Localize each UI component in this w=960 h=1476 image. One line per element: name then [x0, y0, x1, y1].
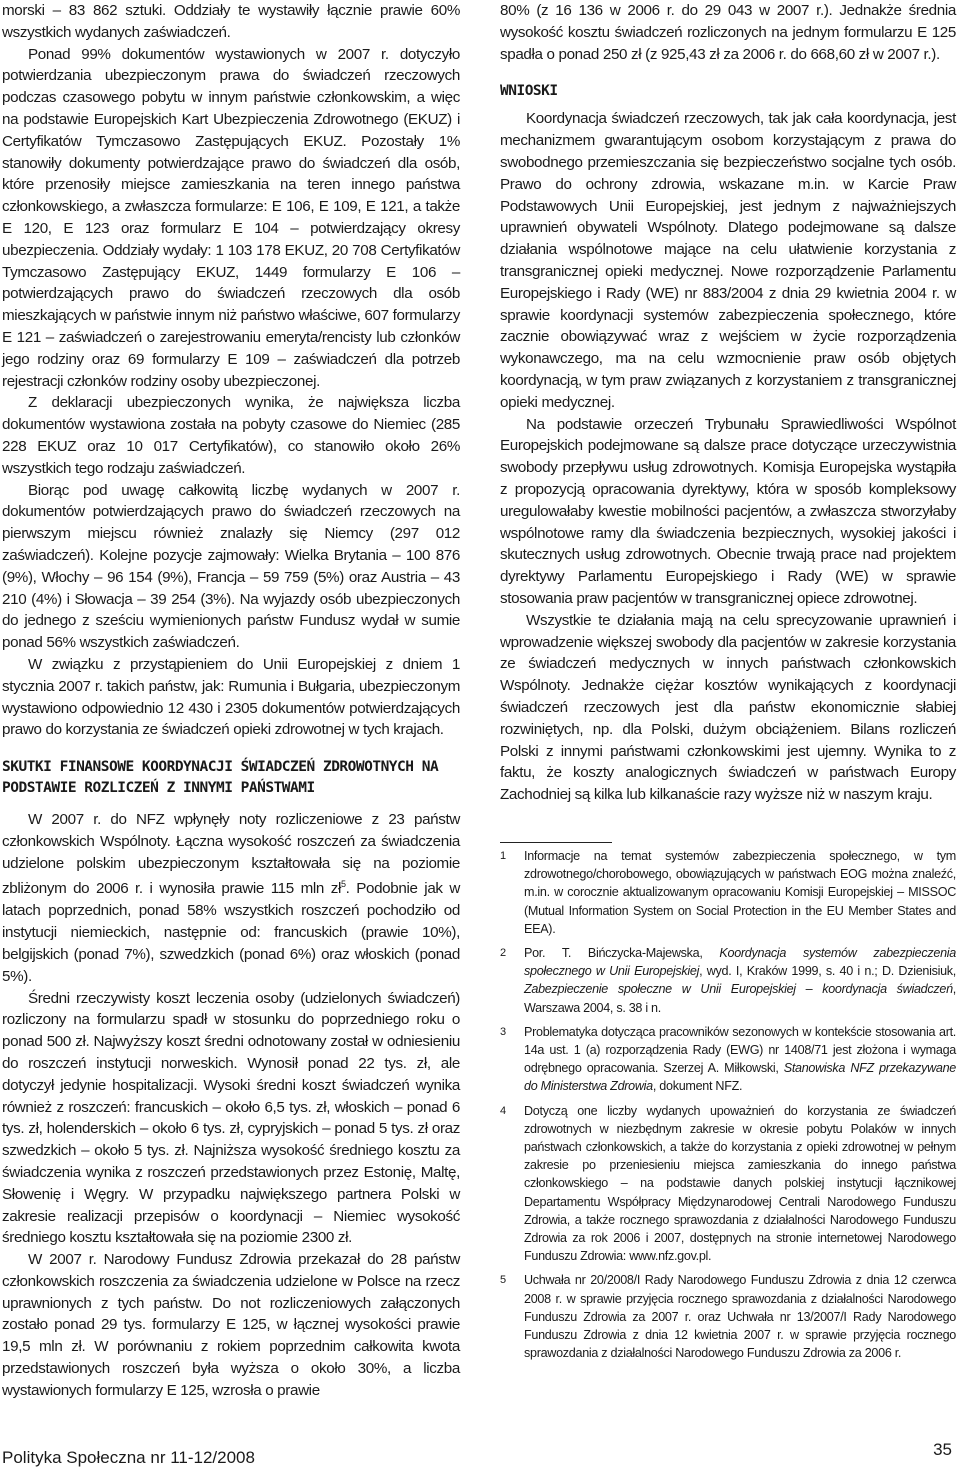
footnote [500, 847, 956, 938]
footnote-text-part: , dokument NFZ. [652, 1079, 743, 1094]
footnote-number: 1 [500, 849, 506, 862]
paragraph: Biorąc pod uwagę całkowitą liczbę wydanych w 2007 r. dokumentów potwierdzających prawo do świadczeń rzeczowych na pierwszym miejscu również znalazły się Niemcy (297 012 zaświadczeń). Kolejne pozycje zajmowały: Wielka Brytania – 100 876 (9%), Włochy – 96 154 (9%), Francja – 59 759 (5%) oraz Austria – 43 210 (4%) i Słowacja – 39 254 (3%). Na wyjazdy osób ubezpieczonych do jednego z sześciu wymienionych państw Fundusz wydał w sumie ponad 56% wszystkich zaświadczeń. [2, 481, 460, 652]
paragraph [2, 809, 460, 987]
footnote-number: 3 [500, 1025, 506, 1038]
footnote-number: 2 [500, 946, 506, 959]
paragraph-text: W 2007 r. do NFZ wpłynęły noty rozliczeniowe z 23 państw członkowskich Wspólnoty. Łączna wysokość roszczeń za świadczenia udzielone polskim ubezpieczonym kształtowała się na poziomie zbliżonym do 2006 r. i wynosiła prawie 115 mln zł [2, 811, 460, 898]
footnote-ref: 5 [340, 879, 346, 890]
page-number: 35 [933, 1440, 952, 1459]
footnote-text-part: , wyd. I, Kraków 1999, s. 40 i n.; D. Dzienisiuk, [699, 964, 956, 979]
paragraph: Koordynacja świadczeń rzeczowych, tak jak cała koordynacja, jest mechanizmem gwarantującym osobom korzystającym z prawa do swobodnego przemieszczania się bezpieczeństwo socjalne tych osób. Prawo do ochrony zdrowia, wskazane m.in. w Karcie Praw Podstawowych Unii Europejskiej, jest jednym z najważniejszych uprawnień obywateli Wspólnoty. Dlatego podejmowane są dalsze działania wspólnotowe mające na celu ułatwienie korzystania z transgranicznej opieki medycznej. Nowe rozporządzenie Parlamentu Europejskiego i Rady (WE) nr 883/2004 z dnia 29 kwietnia 2004 r. w sprawie koordynacji systemów zabezpieczenia społecznego, które zacznie obowiązywać wraz z wejściem w życie rozporządzenia wykonawczego, ma na celu wzmocnienie praw osób objętych koordynacją, w tym praw związanych z korzystaniem z transgranicznej opieki medycznej. [500, 110, 956, 411]
footnote-number: 5 [500, 1274, 506, 1287]
paragraph-text: . Podobnie jak w latach poprzednich, ponad 58% wszystkich roszczeń pochodziło od instytucji niemieckich, następnie od: francuskich (prawie 10%), belgijskich (ponad 7%), szwedzkich (ponad 6%) oraz włoskich (ponad 5%). [2, 880, 460, 985]
footnote [500, 944, 956, 1017]
footnote-text: Informacje na temat systemów zabezpieczenia społecznego, w tym zdrowotnego/chorobowego, obowiązujących w państwach EOG można znaleźć, m.in. w corocznie aktualizowanym opracowaniu Komisji Europejskiej – MISSOC (Mutual Information System on Social Protection in the EU Member States and EEA). [524, 848, 956, 936]
footnote-text: Dotyczą one liczby wydanych upoważnień do korzystania ze świadczeń zdrowotnych w niezbędnym zakresie w okresie pobytu Polaków w innych państwach członkowskich, a także do korzystania z opieki zdrowotnej w pełnym zakresie po przeniesieniu miejsca zamieszkania do innego państwa członkowskiego – na podstawie danych polskiej instytucji łącznikowej Departamentu Współpracy Międzynarodowej Centrali Narodowego Funduszu Zdrowia, a także rocznego sprawozdania z działalności Narodowego Funduszu Zdrowia za rok 2006 i 2007, dostępnych na stronie internetowej Narodowego Funduszu Zdrowia: www.nfz.gov.pl. [524, 1103, 956, 1264]
paragraph: Ponad 99% dokumentów wystawionych w 2007 r. dotyczyło potwierdzania ubezpieczonym prawa do świadczeń rzeczowych podczas czasowego pobytu w innym państwie członkowskim, a więc na podstawie Europejskich Kart Ubezpieczenia Zdrowotnego (EKUZ) i Certyfikatów Tymczasowo Zastępujących EKUZ. Pozostały 1% stanowiły dokumenty potwierdzające prawo do świadczeń dla osób, które przenosiły miejsce zamieszkania na teren innego państwa członkowskiego, a zwłaszcza formularze: E 106, E 109, E 121, a także E 120, E 123 oraz formularz E 104 – potwierdzający okresy ubezpieczenia. Oddziały wydały: 1 103 178 EKUZ, 20 708 Certyfikatów Tymczasowo Zastępujący EKUZ, 1449 formularzy E 106 – potwierdzających prawo do świadczeń rzeczowych dla osób mieszkających w państwie innym niż państwo właściwe, 607 formularzy E 121 – zaświadczeń o zarejestrowaniu emeryta/rencisty lub członków jego rodziny oraz 69 formularzy E 109 – zaświadczeń dla potrzeb rejestracji członków rodziny osoby ubezpieczonej. [2, 45, 460, 390]
section-heading: WNIOSKI [500, 83, 558, 100]
footnote-text [524, 944, 956, 1017]
footnote [500, 1023, 956, 1096]
paragraph: Z deklaracji ubezpieczonych wynika, że największa liczba dokumentów wystawiona została na pobyty czasowe do Niemiec (285 228 EKUZ oraz 10 017 Certyfikatów), co stanowiło około 26% wszystkich tego rodzaju zaświadczeń. [2, 394, 460, 477]
footnote-number: 4 [500, 1104, 506, 1117]
footnote-divider [500, 842, 612, 843]
section-heading: SKUTKI FINANSOWE KOORDYNACJI ŚWIADCZEŃ ZDROWOTNYCH NA PODSTAWIE ROZLICZEŃ Z INNYMI PAŃSTWAMI [2, 759, 439, 797]
right-column [500, 0, 956, 1368]
paragraph: Wszystkie te działania mają na celu sprecyzowanie uprawnień i wprowadzenie większej swobody dla pacjentów w zakresie korzystania ze świadczeń medycznych w innych państwach członkowskich Wspólnoty. Jednakże ciężar kosztów wynikających z koordynacji świadczeń rzeczowych jest dla państw ekonomicznie słabiej rozwiniętych, np. dla Polski, dużym obciążeniem. Bilans rozliczeń Polski z innymi państwami członkowskimi jest ujemny. Wynika to z faktu, że koszty analogicznych świadczeń w państwach Europy Zachodniej są kilka lub kilkanaście razy wyższe niż w naszym kraju. [500, 611, 956, 804]
paragraph: morski – 83 862 sztuki. Oddziały te wystawiły łącznie prawie 60% wszystkich wydanych zaświadczeń. [2, 2, 460, 41]
footnote-text: Uchwała nr 20/2008/I Rady Narodowego Funduszu Zdrowia z dnia 12 czerwca 2008 r. w sprawie przyjęcia rocznego sprawozdania z działalności Narodowego Funduszu Zdrowia za 2007 r. oraz Uchwała nr 13/2007/I Rady Narodowego Funduszu Zdrowia z dnia 12 kwietnia 2007 r. w sprawie przyjęcia rocznego sprawozdania z działalności Narodowego Funduszu Zdrowia za 2006 r. [524, 1273, 956, 1361]
footnote-title: Zabezpieczenie społeczne w Unii Europejskiej – koordynacja świadczeń [524, 982, 953, 997]
footnote [500, 1271, 956, 1362]
paragraph: 80% (z 16 136 w 2006 r. do 29 043 w 2007 r.). Jednakże średnia wysokość kosztu świadczeń rozliczonych na jednym formularzu E 125 spadła o ponad 250 zł (z 925,43 zł za 2006 r. do 668,60 zł w 2007 r.). [500, 2, 956, 63]
footnote-title: Stanowiska NFZ przekazywane do Ministerstwa Zdrowia [524, 1061, 957, 1094]
journal-footer: Polityka Społeczna nr 11-12/2008 [2, 1448, 255, 1467]
footnote [500, 1102, 956, 1266]
footnote-text [524, 1023, 956, 1096]
footnote-title: Koordynacja systemów zabezpieczenia społecznego w Unii Europejskiej [524, 945, 956, 979]
paragraph: Średni rzeczywisty koszt leczenia osoby (udzielonych świadczeń) rozliczony na formularzu spadł w stosunku do poprzedniego roku o ponad 500 zł. Najwyższy koszt średni odnotowany został w odniesieniu do roszczeń instytucji norweskich. Wynosił ponad 22 tys. zł, ale dotyczył jedynie hospitalizacji. Wysoki średni koszt świadczeń wynika również z roszczeń: francuskich – około 6,5 tys. zł, włoskich – ponad 6 tys. zł, holenderskich – około 6 tys. zł, cypryjskich – ponad 5 tys. zł oraz szwedzkich – około 5 tys. zł. Najniższa wysokość średniego kosztu za świadczenia wynika z roszczeń przedstawionych przez Estonię, Maltę, Słowenię i Węgry. W przypadku największego partnera Polski w zakresie realizacji przepisów o koordynacji – Niemiec wysokość średniego kosztu kształtowała się na poziomie 2300 zł. [2, 989, 460, 1247]
footnote-text-part: Por. T. Bińczycka-Majewska, [524, 945, 720, 960]
footnote-text-part: Problematyka dotycząca pracowników sezonowych w kontekście stosowania art. 14a ust. 1 (a) rozporządzenia Rady (EWG) nr 1408/71 jest złożona i wymaga odrębnego opracowania. Szerzej A. Miłkowski, [524, 1024, 956, 1076]
paragraph: W związku z przystąpieniem do Unii Europejskiej z dniem 1 stycznia 2007 r. takich państw, jak: Rumunia i Bułgaria, ubezpieczonym wystawiono odpowiednio 12 430 i 2305 dokumentów potwierdzających prawo do korzystania ze świadczeń opieki zdrowotnej w tych krajach. [2, 655, 460, 739]
footnote-text-part: , Warszawa 2004, s. 38 i n. [524, 982, 956, 1015]
paragraph: Na podstawie orzeczeń Trybunału Sprawiedliwości Wspólnot Europejskich podejmowane są dalsze prace dotyczące urzeczywistnia swobody przepływu usług zdrowotnych. Komisja Europejska wystąpiła z propozycją opracowania dyrektywy, która w sposób kompleksowy uregulowałaby kwestie mobilności pacjentów, a zwłaszcza stworzyłaby wspólnotowe ramy dla świadczenia bezpiecznych, wysokiej jakości i skutecznych usług zdrowotnych. Obecnie trwają prace nad projektem dyrektywy Parlamentu Europejskiego i Rady (WE) w sprawie stosowania praw pacjentów w transgranicznej opiece zdrowotnej. [500, 415, 956, 607]
paragraph: W 2007 r. Narodowy Fundusz Zdrowia przekazał do 28 państw członkowskich roszczenia za świadczenia udzielone w Polsce na rzecz uprawnionych z tych państw. Do not rozliczeniowych załączonych zostało ponad 29 tys. formularzy E 125, w łącznej wysokości prawie 19,5 mln zł. W porównaniu z rokiem poprzednim całkowita kwota przedstawionych roszczeń była wyższa o około 30%, a liczba wystawionych formularzy E 125, wzrosła o prawie [2, 1251, 460, 1399]
left-column [2, 0, 460, 1402]
